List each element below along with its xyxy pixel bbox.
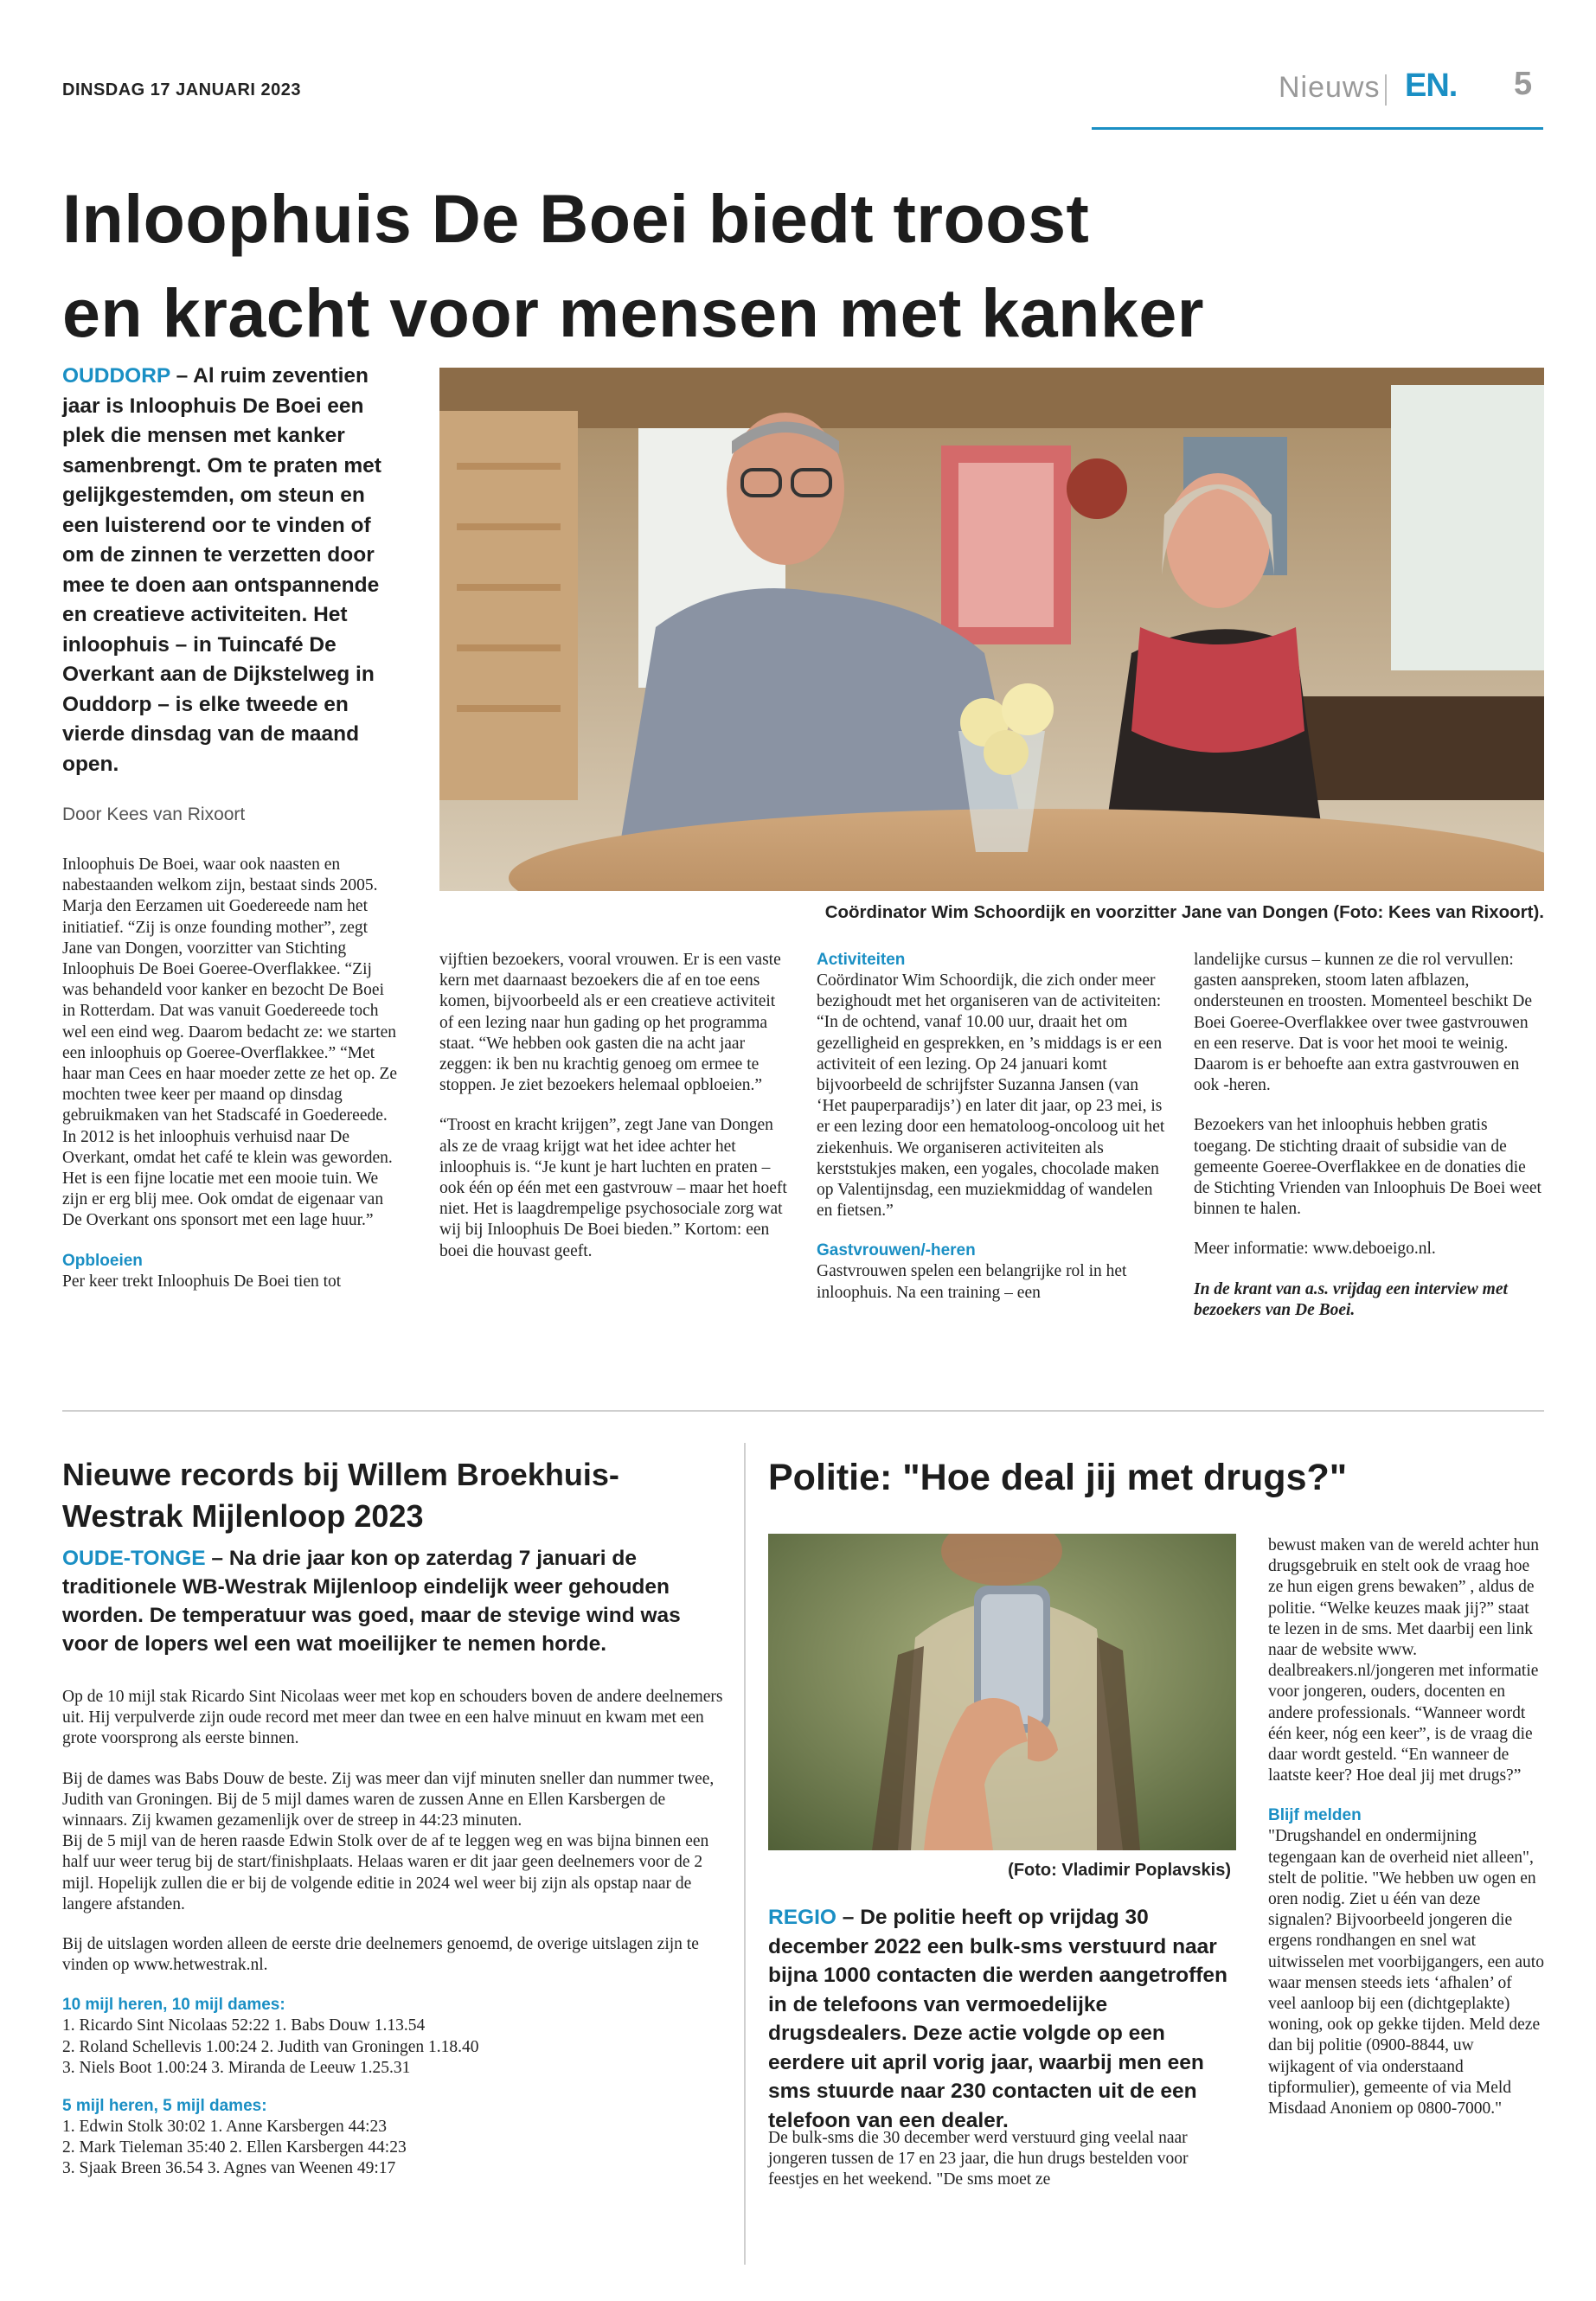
- photo-interior-two-people: [439, 368, 1544, 891]
- article-column-1: [62, 855, 401, 1311]
- byline: Door Kees van Rixoort: [62, 804, 246, 824]
- article-column-3: [817, 950, 1167, 1323]
- section-divider-horizontal: [62, 1410, 1544, 1412]
- main-headline: [62, 171, 1317, 360]
- paragraph: Meer informatie: www.deboeigo.nl.: [1194, 1240, 1436, 1259]
- paragraph: Bij de 5 mijl van de heren raasde Edwin Stolk over de af te leggen weg en was bijna binnen een half uur weer terug bij de start/finishplaats. Helaas waren er dit jaar geen deelnemers voor de 2 mijl. Hopelijk zullen die er bij de volgende editie in 2024 wel weer bij zijn als opstap naar de langere afstanden.: [62, 1832, 709, 1913]
- results-row: 3. Niels Boot 1.00:24 3. Miranda de Leeuw 1.25.31: [62, 2058, 411, 2077]
- header-rule: [1092, 127, 1543, 130]
- photo-caption: (Foto: Vladimir Poplavskis): [1008, 1861, 1231, 1880]
- paragraph: De bulk-sms die 30 december werd verstuurd ging veelal naar jongeren tussen de 17 en 23 jaar, die hun drugs bestelden voor feestjes en het weekend. "De sms moet ze: [768, 2129, 1189, 2189]
- paragraph: Bezoekers van het inloophuis hebben gratis toegang. De stichting draait of subsidie van de gemeente Goeree-Overflakkee en de donaties die de Stichting Vrienden van Inloophuis De Boei weet binnen te halen.: [1194, 1116, 1542, 1219]
- paragraph: Gastvrouwen spelen een belangrijke rol in het inloophuis. Na een training – een: [817, 1262, 1127, 1302]
- paragraph: vijftien bezoekers, vooral vrouwen. Er is een vaste kern met daarnaast bezoekers die af en toe eens komen, bijvoorbeeld als er een creatieve activiteit of een lezing naar hun gading op het programma staat. “We hebben ook gasten die na acht jaar zeggen: ik ben nu krachtig genoeg om ermee te stoppen. Je ziet bezoekers helemaal opbloeien.”: [439, 951, 781, 1095]
- results-row: 2. Roland Schellevis 1.00:24 2. Judith van Groningen 1.18.40: [62, 2037, 479, 2056]
- brand-logo: EN.: [1405, 67, 1458, 104]
- article2-lead: [62, 1544, 728, 1658]
- results-10-mijl: [62, 1995, 728, 2079]
- article3-body: [768, 2128, 1218, 2210]
- paragraph: Per keer trekt Inloophuis De Boei tien tot: [62, 1272, 342, 1291]
- paragraph: bewust maken van de wereld achter hun drugsgebruik en stelt ook de vraag hoe ze hun eigen grens bewaken” , aldus de politie. “Welke keuzes maak jij?” staat te lezen in de sms. Met daarbij een link naar de website www. dealbreakers.nl/jongeren met informatie voor jongeren, ouders, docenten en andere professionals. “Wanneer wordt één keer, nóg een keer”, is de vraag die daar wordt gesteld. “En wanneer de laatste keer? Hoe deal jij met drugs?”: [1268, 1536, 1539, 1785]
- paragraph: Bij de uitslagen worden alleen de eerste drie deelnemers genoemd, de overige uitslagen zijn te vinden op www.hetwestrak.nl.: [62, 1935, 699, 1975]
- paragraph: “Troost en kracht krijgen”, zegt Jane van Dongen als ze de vraag krijgt wat het idee achter het inloophuis is. “Je kunt je hart luchten en praten – ook één op één met een gastvrouw – maar het hoeft niet. Het is laagdrempelige psychosociale zorg wat wij bij Inloophuis De Boei bieden.” Kortom: een boei die houvast geeft.: [439, 1116, 787, 1260]
- article-photo: [439, 368, 1544, 891]
- article3-column: [1268, 1535, 1544, 2138]
- results-row: 1. Ricardo Sint Nicolaas 52:22 1. Babs Douw 1.13.54: [62, 2016, 426, 2035]
- closing-note: In de krant van a.s. vrijdag een interview met bezoekers van De Boei.: [1194, 1279, 1508, 1319]
- article2-body: [62, 1687, 728, 2180]
- article-column-4: [1194, 950, 1544, 1340]
- lead-text: – Al ruim zeventien jaar is Inloophuis De Boei een plek die mensen met kanker samenbrengt. Om te praten met gelijkgestemden, om steun en een luisterend oor te vinden of om de zinnen te verzetten door mee te doen aan ontspannende en creatieve activiteiten. Het inloophuis – in Tuincafé De Overkant aan de Dijkstelweg in Ouddorp – is elke tweede en vierde dinsdag van de maand open.: [62, 364, 381, 776]
- paragraph: "Drugshandel en ondermijning tegengaan kan de overheid niet alleen", stelt de politie. "We hebben uw ogen en oren nodig. Ziet u één van deze signalen? Bijvoorbeeld jongeren die ergens rondhangen en snel wat uitwisselen met voorbijgangers, een auto waar mensen steeds iets ‘afhalen’ of veel aanloop bij een (dichtgeplakte) woning, ook op gekke tijden. Meld deze dan bij politie (0900-8844, uw wijkagent of via onderstaand tipformulier), gemeente of via Meld Misdaad Anoniem op 0800-7000.": [1268, 1827, 1544, 2118]
- lead-text: – De politie heeft op vrijdag 30 december 2022 een bulk-sms verstuurd naar bijna 1000 contacten die werden aangetroffen in de telefoons van vermoedelijke drugsdealers. Deze actie volgde op een eerdere uit april vorig jaar, waarbij men een sms stuurde naar 230 contacten uit de een telefoon van een dealer.: [768, 1906, 1227, 2132]
- issue-date: DINSDAG 17 JANUARI 2023: [62, 80, 302, 99]
- photo-caption: Coördinator Wim Schoordijk en voorzitter Jane van Dongen (Foto: Kees van Rixoort).: [824, 902, 1544, 922]
- subheading-gastvrouwen: Gastvrouwen/-heren: [817, 1241, 976, 1260]
- headline-line-2: en kracht voor mensen met kanker: [62, 274, 1205, 351]
- results-heading: 10 mijl heren, 10 mijl dames:: [62, 1996, 285, 2015]
- section-divider-vertical: [744, 1443, 746, 2265]
- article3-lead: [768, 1903, 1236, 2135]
- headline-line-1: Inloophuis De Boei biedt troost: [62, 180, 1090, 257]
- results-heading: 5 mijl heren, 5 mijl dames:: [62, 2097, 267, 2116]
- results-row: 1. Edwin Stolk 30:02 1. Anne Karsbergen 44:23: [62, 2118, 387, 2137]
- article2-headline: Nieuwe records bij Willem Broekhuis-Westrak Mijlenloop 2023: [62, 1457, 619, 1534]
- subheading-blijf-melden: Blijf melden: [1268, 1806, 1362, 1825]
- article3-headline: Politie: "Hoe deal jij met drugs?": [768, 1457, 1348, 1498]
- article3-photo: [768, 1534, 1236, 1850]
- lead-text: – Na drie jaar kon op zaterdag 7 januari de traditionele WB-Westrak Mijlenloop eindelijk weer gehouden worden. De temperatuur was goed, maar de stevige wind was voor de lopers wel een wat moeilijker te nemen horde.: [62, 1547, 681, 1656]
- results-5-mijl: [62, 2096, 728, 2180]
- article-column-2: [439, 950, 790, 1281]
- subheading-activiteiten: Activiteiten: [817, 951, 906, 969]
- results-row: 2. Mark Tieleman 35:40 2. Ellen Karsbergen 44:23: [62, 2138, 407, 2157]
- paragraph: Coördinator Wim Schoordijk, die zich onder meer bezighoudt met het organiseren van de activiteiten: “In de ochtend, vanaf 10.00 uur, draait het om gezelligheid en gesprekken, en ’s middags is er een activiteit of een lezing. Op 24 januari komt bijvoorbeeld de schrijfster Suzanna Jansen (van ‘Het pauperparadijs’) en later dit jaar, op 23 mei, is er een lezing door een hematoloog-oncoloog uit het ziekenhuis. We organiseren activiteiten als kerststukjes maken, een yogales, chocolade maken op Valentijnsdag, een muziekmiddag of wandelen en fietsen.”: [817, 971, 1165, 1221]
- article-lead: [62, 362, 401, 779]
- lead-place: REGIO: [768, 1906, 836, 1929]
- page-number: 5: [1514, 66, 1533, 102]
- lead-place: OUDDORP: [62, 364, 170, 388]
- paragraph: landelijke cursus – kunnen ze die rol vervullen: gasten aanspreken, stoom laten afblazen, ondersteunen en troosten. Momenteel beschikt De Boei Goeree-Overflakkee over twee gastvrouwen en een reserve. Dat is voor het mooi te weinig. Daarom is er behoefte aan extra gastvrouwen en ook -heren.: [1194, 951, 1532, 1095]
- photo-hand-with-phone: [768, 1534, 1236, 1850]
- results-row: 3. Sjaak Breen 36.54 3. Agnes van Weenen 49:17: [62, 2159, 396, 2178]
- section-label: Nieuws: [1279, 71, 1381, 104]
- lead-place: OUDE-TONGE: [62, 1547, 206, 1570]
- paragraph: Op de 10 mijl stak Ricardo Sint Nicolaas weer met kop en schouders boven de andere deelnemers uit. Hij verpulverde zijn oude record met meer dan twee en een halve minuut en kwam met een grote voorsprong als eerste binnen.: [62, 1688, 723, 1748]
- paragraph: Inloophuis De Boei, waar ook naasten en nabestaanden welkom zijn, bestaat sinds 2005. Marja den Eerzamen uit Goedereede nam het initiatief. “Zij is onze founding mother”, zegt Jane van Dongen, voorzitter van Stichting Inloophuis De Boei Goeree-Overflakkee. “Zij was behandeld voor kanker en bezocht De Boei in Rotterdam. Dat was vanuit Goedereede toch wel een eind weg. Daarom bedacht ze: we starten een inloophuis op Goeree-Overflakkee.” “Met haar man Cees en haar moeder zette ze het op. Ze mochten twee keer per maand op dinsdag gebruikmaken van het Stadscafé in Goedereede. In 2012 is het inloophuis verhuisd naar De Overkant, omdat het café te klein was geworden. Het is een fijne locatie met een mooie tuin. We zijn er erg blij mee. Ook omdat de eigenaar van De Overkant ons sponsort met een lage huur.”: [62, 856, 398, 1230]
- section-divider: [1385, 74, 1387, 106]
- subheading-opbloeien: Opbloeien: [62, 1251, 143, 1270]
- paragraph: Bij de dames was Babs Douw de beste. Zij was meer dan vijf minuten sneller dan nummer twee, Judith van Groningen. Bij de 5 mijl dames waren de zussen Anne en Ellen Karsbergen de winnaars. Zij kwamen gezamenlijk over de streep in 44:23 minuten.: [62, 1769, 715, 1830]
